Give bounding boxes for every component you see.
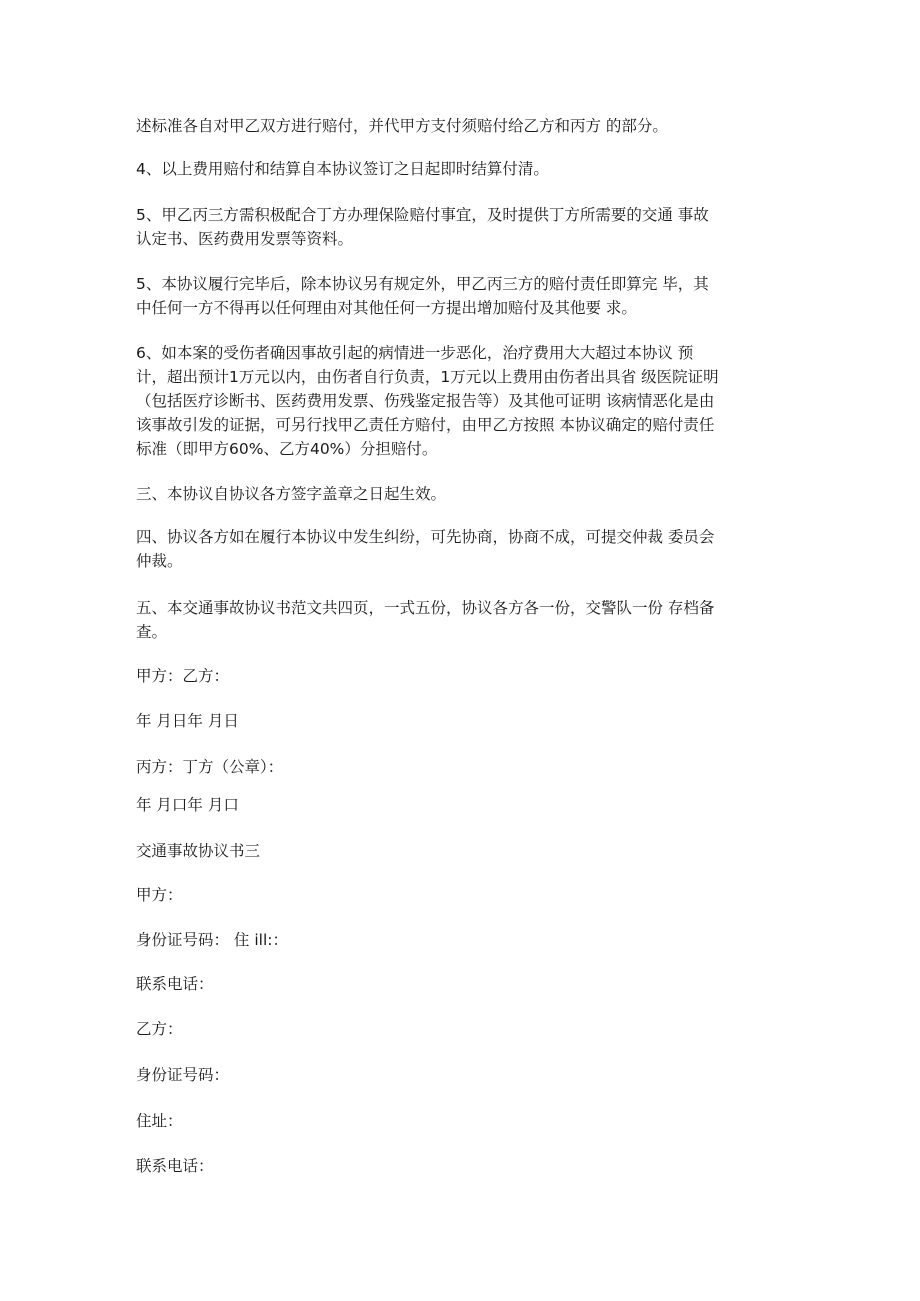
paragraph-item-5-completion — [136, 272, 778, 320]
text-line: 5、本协议履行完毕后，除本协议另有规定外，甲乙丙三方的赔付责任即算完 毕，其 — [136, 275, 709, 293]
text-line: 中任何一方不得再以任何理由对其他任何一方提出增加赔付及其他要 求。 — [136, 299, 637, 317]
text-line: 住址： — [136, 1112, 183, 1130]
paragraph-clause-4-dispute — [136, 525, 778, 573]
field-party-b-phone — [136, 1154, 778, 1178]
text-line: 年 月口年 月口 — [136, 796, 239, 814]
text-line: 认定书、医药费用发票等资料。 — [136, 230, 354, 248]
text-line: 4、以上费用赔付和结算自本协议签订之日起即时结算付清。 — [136, 160, 549, 178]
text-line: 丙方：丁方（公章）： — [136, 758, 284, 776]
text-line: 标准（即甲方60%、乙方40%）分担赔付。 — [136, 440, 438, 458]
field-party-a-phone — [136, 972, 778, 996]
signature-party-c-d — [136, 755, 778, 779]
field-party-b-id — [136, 1063, 778, 1087]
text-line: 五、本交通事故协议书范文共四页，一式五份，协议各方各一份，交警队一份 存档备 — [136, 599, 715, 617]
text-line: （包括医疗诊断书、医药费用发票、伤残鉴定报告等）及其他可证明 该病情恶化是由 — [136, 392, 715, 410]
text-line: 联系电话： — [136, 1157, 214, 1175]
text-line: 查。 — [136, 623, 168, 641]
field-party-b-address — [136, 1109, 778, 1133]
paragraph-item-6-deterioration — [136, 341, 778, 461]
text-line: 四、协议各方如在履行本协议中发生纠纷，可先协商，协商不成，可提交仲裁 委员会 — [136, 528, 715, 546]
text-line: 甲方： — [136, 886, 183, 904]
field-party-a — [136, 883, 778, 907]
text-line: 该事故引发的证据，可另行找甲乙责任方赔付，由甲乙方按照 本协议确定的赔付责任 — [136, 416, 715, 434]
field-party-b — [136, 1017, 778, 1041]
signature-party-a-b — [136, 664, 778, 688]
signature-date-a-b — [136, 709, 778, 733]
paragraph-item-4-settlement — [136, 157, 778, 181]
text-line: 甲方：乙方： — [136, 667, 230, 685]
text-line: 身份证号码： 住 ill:： — [136, 931, 288, 949]
text-line: 5、甲乙丙三方需积极配合丁方办理保险赔付事宜，及时提供丁方所需要的交通 事故 — [136, 206, 709, 224]
field-party-a-id-address — [136, 928, 778, 952]
text-line: 年 月日年 月日 — [136, 712, 239, 730]
paragraph-clause-5-copies — [136, 596, 778, 644]
section-title-agreement-3 — [136, 839, 778, 863]
paragraph-item-5-insurance — [136, 203, 778, 251]
text-line: 乙方： — [136, 1020, 183, 1038]
text-line: 6、如本案的受伤者确因事故引起的病情进一步恶化，治疗费用大大超过本协议 预 — [136, 344, 694, 362]
text-line: 交通事故协议书三 — [136, 842, 261, 860]
paragraph-compensation-standard — [136, 114, 778, 138]
text-line: 述标准各自对甲乙双方进行赔付，并代甲方支付须赔付给乙方和丙方 的部分。 — [136, 117, 668, 135]
text-line: 身份证号码： — [136, 1066, 230, 1084]
text-line: 三、本协议自协议各方签字盖章之日起生效。 — [136, 485, 447, 503]
text-line: 计，超出预计1万元以内，由伤者自行负责，1万元以上费用由伤者出具省 级医院证明 — [136, 368, 719, 386]
text-line: 联系电话： — [136, 975, 214, 993]
text-line: 仲裁。 — [136, 552, 183, 570]
signature-date-c-d — [136, 793, 778, 817]
paragraph-clause-3-effective — [136, 482, 778, 506]
